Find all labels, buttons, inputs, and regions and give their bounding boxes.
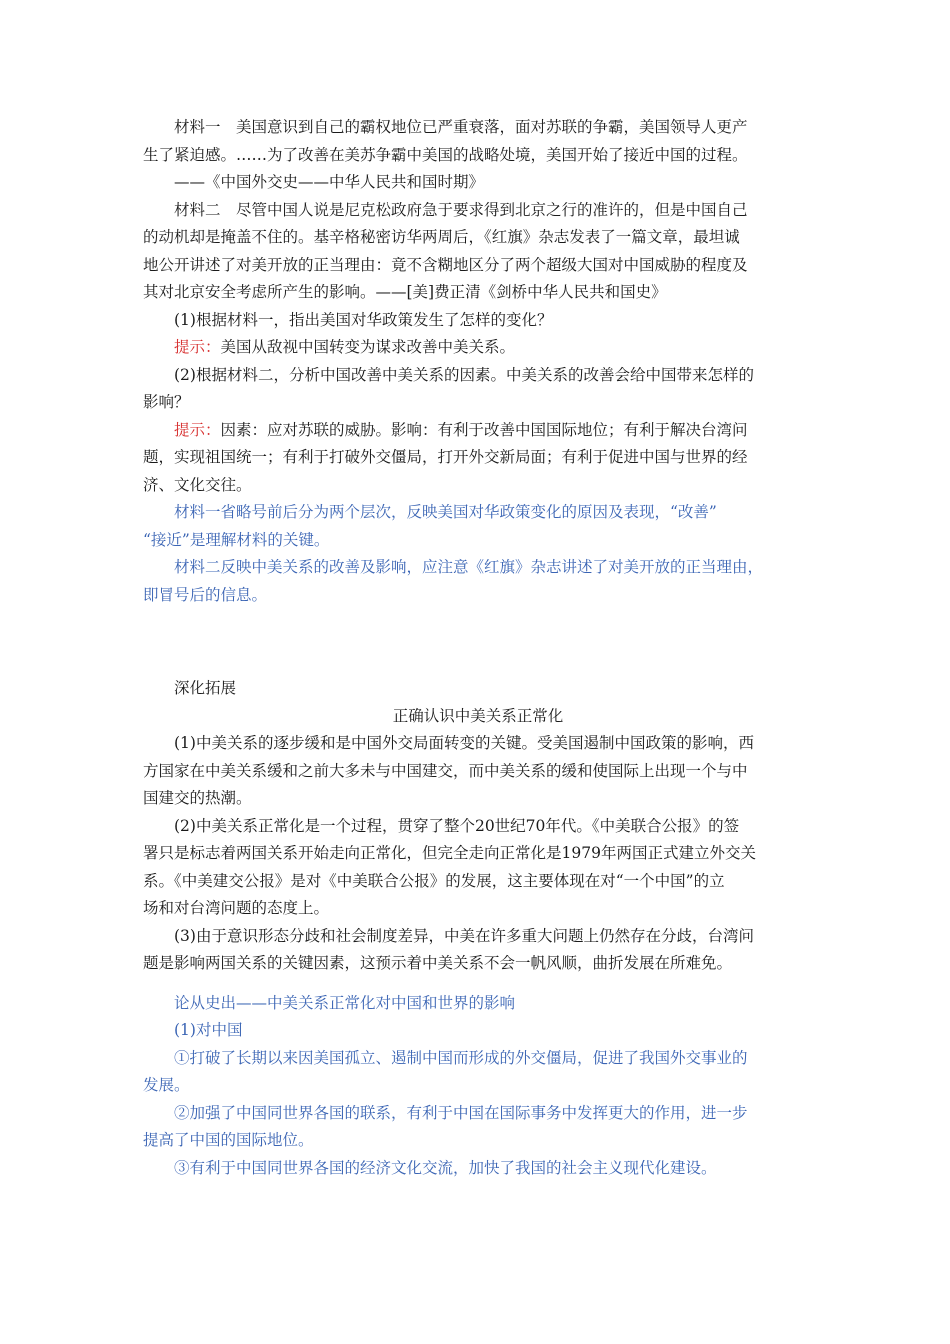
question-two-line-1: (2)根据材料二，分析中国改善中美关系的因素。中美关系的改善会给中国带来怎样的 bbox=[174, 365, 754, 384]
material-one-line-2: 生了紧迫感。……为了改善在美苏争霸中美国的战略处境，美国开始了接近中国的过程。 bbox=[143, 145, 748, 164]
analysis-notes bbox=[143, 499, 813, 609]
history-item-2-line-2: 提高了中国的国际地位。 bbox=[143, 1131, 314, 1149]
material-two-line-4: 其对北京安全考虑所产生的影响。——[美]费正清《剑桥中华人民共和国史》 bbox=[143, 283, 667, 301]
history-subtitle: (1)对中国 bbox=[174, 1021, 243, 1039]
material-two-line-3: 地公开讲述了对美开放的正当理由：竟不含糊地区分了两个超级大国对中国威胁的程度及 bbox=[143, 255, 748, 274]
note-one-line-2: “接近”是理解材料的关键。 bbox=[143, 530, 330, 549]
history-title: 论从史出——中美关系正常化对中国和世界的影响 bbox=[174, 993, 516, 1012]
section-gap-small bbox=[143, 978, 813, 990]
hint-label: 提示： bbox=[174, 338, 221, 356]
question-two bbox=[143, 362, 813, 500]
document-page bbox=[143, 114, 813, 1182]
question-one bbox=[143, 307, 813, 362]
extension-section bbox=[143, 675, 813, 978]
history-section bbox=[143, 990, 813, 1183]
extension-p1-line-2: 方国家在中美关系缓和之前大多未与中国建交，而中美关系的缓和使国际上出现一个与中 bbox=[143, 761, 748, 780]
hint-text: 因素：应对苏联的威胁。影响：有利于改善中国国际地位；有利于解决台湾问 bbox=[220, 420, 748, 439]
extension-p2-line-1: (2)中美关系正常化是一个过程，贯穿了整个20世纪70年代。《中美联合公报》的签 bbox=[174, 816, 740, 835]
material-two-line-1: 材料二 尽管中国人说是尼克松政府急于要求得到北京之行的准许的，但是中国自己 bbox=[174, 200, 748, 219]
extension-p3-line-2: 题是影响两国关系的关键因素，这预示着中美关系不会一帆风顺，曲折发展在所难免。 bbox=[143, 954, 733, 972]
hint-text: 美国从敌视中国转变为谋求改善中美关系。 bbox=[220, 338, 516, 356]
history-item-2-line-1: ②加强了中国同世界各国的联系，有利于中国在国际事务中发挥更大的作用，进一步 bbox=[174, 1103, 748, 1122]
hint-label: 提示： bbox=[174, 420, 221, 439]
question-one-hint bbox=[143, 334, 813, 362]
history-item-1-line-2: 发展。 bbox=[143, 1076, 190, 1094]
material-two-line-2: 的动机却是掩盖不住的。基辛格秘密访华两周后，《红旗》杂志发表了一篇文章，最坦诚 bbox=[143, 228, 740, 246]
question-one-text: (1)根据材料一，指出美国对华政策发生了怎样的变化？ bbox=[174, 310, 553, 329]
extension-p1-line-3: 国建交的热潮。 bbox=[143, 789, 252, 807]
material-one-line-1: 材料一 美国意识到自己的霸权地位已严重衰落，面对苏联的争霸，美国领导人更产 bbox=[174, 118, 748, 136]
question-two-hint-line-2: 题，实现祖国统一；有利于打破外交僵局，打开外交新局面；有利于促进中国与世界的经 bbox=[143, 448, 748, 466]
note-one-line-1: 材料一省略号前后分为两个层次，反映美国对华政策变化的原因及表现，“改善” bbox=[174, 503, 717, 521]
question-two-hint-line-3: 济、文化交往。 bbox=[143, 475, 252, 494]
extension-p2-line-3: 系。《中美建交公报》是对《中美联合公报》的发展，这主要体现在对“一个中国”的立 bbox=[143, 871, 725, 890]
section-gap bbox=[143, 609, 813, 675]
history-item-3: ③有利于中国同世界各国的经济文化交流，加快了我国的社会主义现代化建设。 bbox=[174, 1158, 717, 1177]
history-item-1-line-1: ①打破了长期以来因美国孤立、遏制中国而形成的外交僵局，促进了我国外交事业的 bbox=[174, 1048, 748, 1067]
extension-p3-line-1: (3)由于意识形态分歧和社会制度差异，中美在许多重大问题上仍然存在分歧，台湾问 bbox=[174, 926, 754, 945]
extension-p2-line-2: 署只是标志着两国关系开始走向正常化，但完全走向正常化是1979年两国正式建立外交关 bbox=[143, 844, 756, 862]
note-two-line-2: 即冒号后的信息。 bbox=[143, 585, 268, 604]
extension-label: 深化拓展 bbox=[174, 679, 237, 697]
extension-p2-line-4: 场和对台湾问题的态度上。 bbox=[143, 899, 330, 917]
material-one-source: ——《中国外交史——中华人民共和国时期》 bbox=[174, 173, 485, 191]
extension-p1-line-1: (1)中美关系的逐步缓和是中国外交局面转变的关键。受美国遏制中国政策的影响，西 bbox=[174, 734, 754, 752]
material-one bbox=[143, 114, 813, 197]
note-two-line-1: 材料二反映中美关系的改善及影响，应注意《红旗》杂志讲述了对美开放的正当理由， bbox=[174, 558, 764, 576]
question-two-hint-line-1 bbox=[143, 417, 813, 445]
extension-title: 正确认识中美关系正常化 bbox=[392, 706, 564, 725]
question-two-line-2: 影响？ bbox=[143, 393, 190, 411]
material-two bbox=[143, 197, 813, 307]
